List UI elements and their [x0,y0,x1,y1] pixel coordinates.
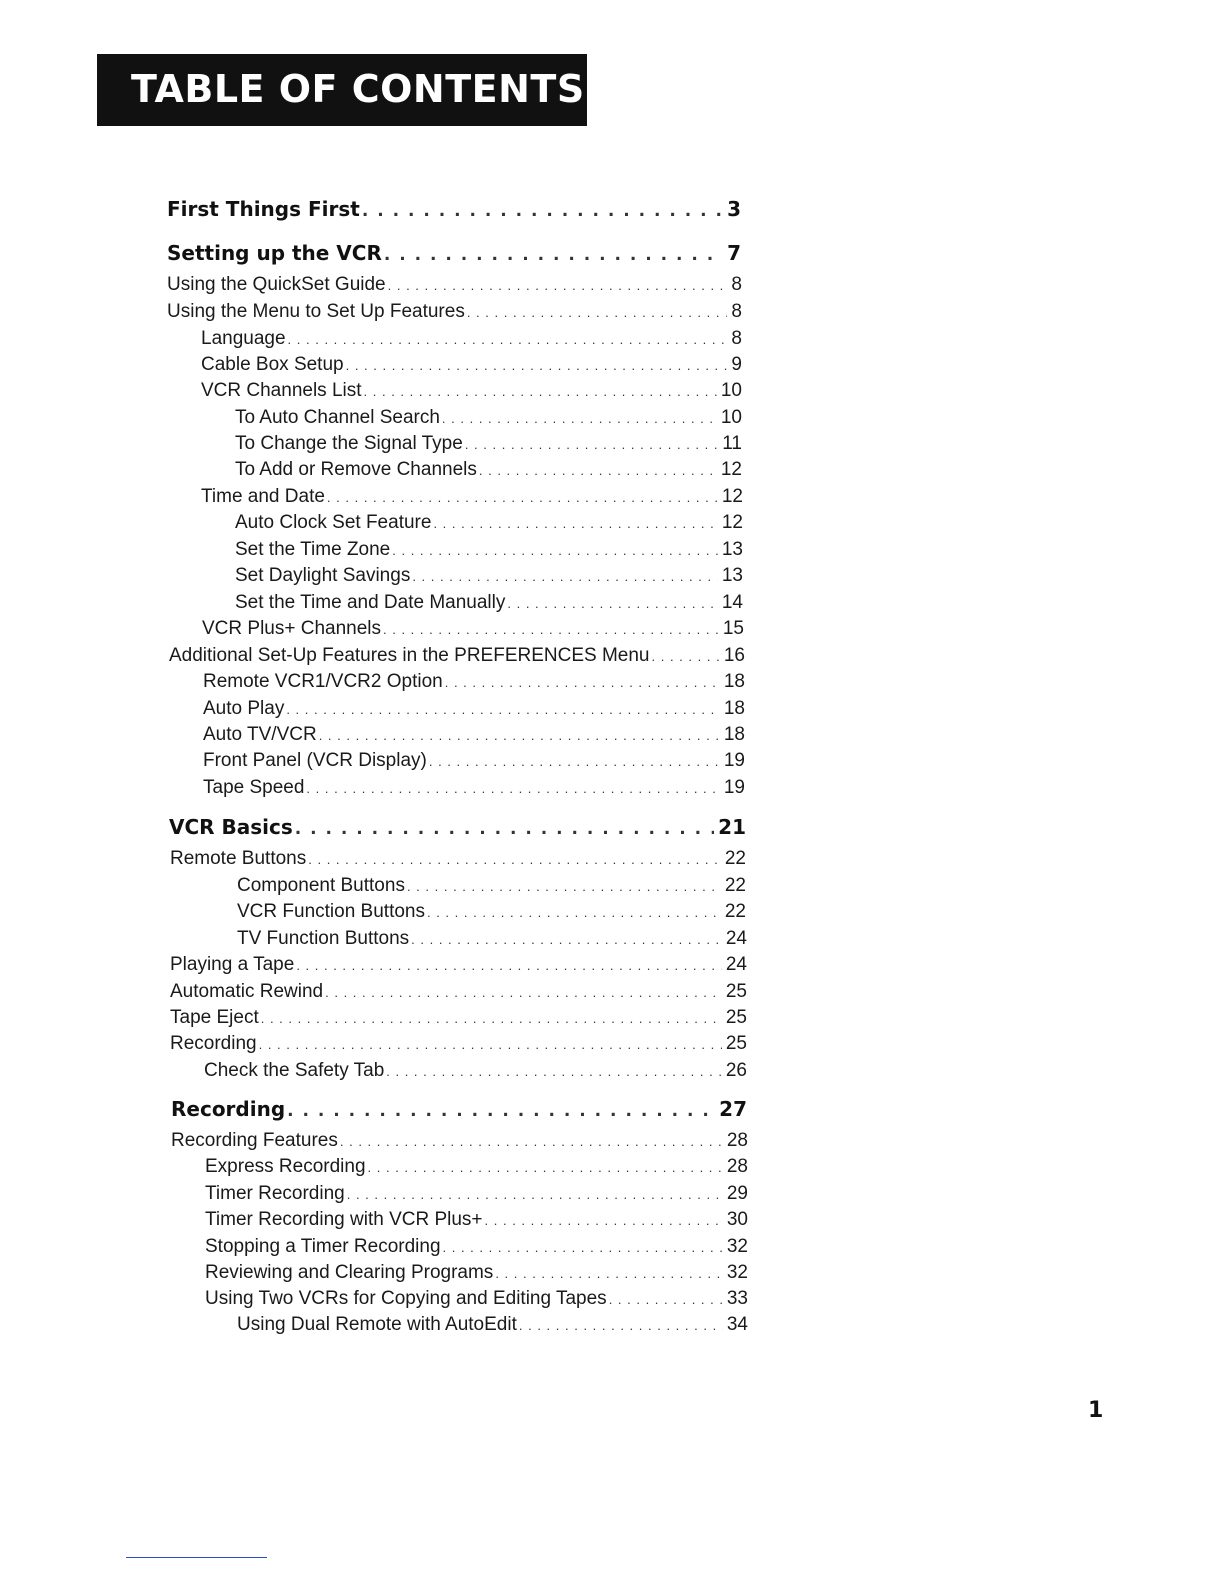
dot-leader [325,981,722,1005]
dot-leader [479,459,717,483]
toc-entry-page: 28 [726,1130,748,1151]
toc-entry-page: 34 [726,1314,748,1335]
toc-entry-page: 10 [720,407,742,428]
toc-entry [203,776,745,801]
toc-entry [205,1235,748,1260]
dot-leader [445,671,720,695]
toc-entry-title: Timer Recording [205,1183,345,1204]
toc-entry-page: 25 [725,981,747,1002]
toc-entry-title: Remote VCR1/VCR2 Option [203,671,443,692]
toc-entry-page: 32 [726,1262,748,1283]
toc-entry-title: TV Function Buttons [237,928,410,949]
toc-entry [203,723,745,748]
dot-leader [495,1262,723,1286]
toc-entry [235,458,742,483]
toc-entry-title: Express Recording [205,1156,366,1177]
toc-entry-page: 33 [726,1288,748,1309]
toc-entry-title: Tape Eject [170,1007,259,1028]
toc-entry [205,1287,748,1312]
dot-leader [383,618,719,642]
toc-entry-title: Cable Box Setup [201,354,344,375]
toc-entry-page: 28 [726,1156,748,1177]
toc-entry [235,432,742,457]
toc-entry-page: 15 [722,618,744,639]
toc-entry [203,749,745,774]
dot-leader [507,592,717,616]
dot-leader [362,198,723,224]
toc-entry-page: 18 [723,724,745,745]
toc-entry [235,511,743,536]
toc-entry-title: Auto TV/VCR [203,724,317,745]
toc-entry-title: Timer Recording with VCR Plus+ [205,1209,483,1230]
toc-entry [205,1208,748,1233]
toc-entry-title: VCR Basics [169,815,293,839]
dot-leader [465,433,718,457]
dot-leader [412,565,718,589]
toc-entry-title: Reviewing and Clearing Programs [205,1262,494,1283]
toc-entry-page: 22 [724,875,746,896]
toc-entry-page: 30 [726,1209,748,1230]
toc-entry-title: First Things First [167,197,360,221]
toc-entry [205,1155,748,1180]
toc-entry [170,847,746,872]
toc-entry-page: 12 [720,459,742,480]
toc-entry-title: Set the Time Zone [235,539,391,560]
toc-entry [235,538,743,563]
dot-leader [519,1314,723,1338]
dot-leader [261,1007,722,1031]
dot-leader [442,407,717,431]
toc-entry-title: Stopping a Timer Recording [205,1236,441,1257]
dot-leader [308,848,721,872]
toc-entry [170,980,747,1005]
dot-leader [485,1209,723,1233]
toc-entry-title: To Change the Signal Type [235,433,463,454]
dot-leader [288,328,728,352]
dot-leader [433,512,717,536]
toc-entry-page: 12 [721,512,743,533]
toc-entry [235,406,742,431]
toc-entry [237,874,746,899]
toc-entry [170,1032,747,1057]
toc-entry-page: 12 [721,486,743,507]
toc-section-heading [167,240,741,268]
toc-entry-page: 27 [719,1097,747,1121]
toc-entry [201,379,742,404]
toc-entry-title: To Auto Channel Search [235,407,440,428]
toc-entry-title: Set Daylight Savings [235,565,411,586]
toc-entry [167,273,742,298]
dot-leader [368,1156,723,1180]
dot-leader [286,698,720,722]
toc-entry-page: 16 [723,645,745,666]
toc-entry-page: 29 [726,1183,748,1204]
toc-entry-page: 3 [727,197,741,221]
dot-leader [287,1098,715,1124]
toc-entry [170,1006,747,1031]
toc-entry-title: Check the Safety Tab [204,1060,385,1081]
toc-entry-title: Remote Buttons [170,848,307,869]
toc-entry-page: 26 [725,1060,747,1081]
toc-entry-title: Time and Date [201,486,325,507]
toc-entry-page: 32 [726,1236,748,1257]
toc-entry [237,927,747,952]
toc-entry-page: 19 [723,750,745,771]
dot-leader [346,354,728,378]
toc-entry-title: VCR Plus+ Channels [202,618,382,639]
dot-leader [392,539,718,563]
toc-entry-title: To Add or Remove Channels [235,459,477,480]
dot-leader [429,750,720,774]
toc-section-heading [171,1096,747,1124]
toc-entry-title: Language [201,328,286,349]
toc-entry-title: Auto Clock Set Feature [235,512,432,533]
toc-entry [237,900,746,925]
toc-entry-page: 18 [723,698,745,719]
toc-entry-page: 8 [731,274,742,295]
toc-section-heading [169,814,746,842]
page-title: TABLE OF CONTENTS [131,67,585,111]
toc-entry-title: Recording [171,1097,286,1121]
toc-entry-title: Front Panel (VCR Display) [203,750,427,771]
toc-entry-page: 8 [731,328,742,349]
toc-entry-title: Set the Time and Date Manually [235,592,506,613]
toc-entry [201,485,743,510]
toc-entry-page: 11 [722,433,742,454]
dot-leader [296,954,722,978]
toc-entry [171,1129,748,1154]
toc-entry-page: 7 [727,241,741,265]
toc-entry-page: 22 [724,848,746,869]
toc-entry-title: VCR Channels List [201,380,362,401]
toc-entry-title: Auto Play [203,698,285,719]
toc-entry [205,1261,748,1286]
toc-entry [201,327,742,352]
dot-leader [364,380,717,404]
toc-entry-title: Tape Speed [203,777,305,798]
toc-entry-page: 14 [721,592,743,613]
toc-entry-title: Playing a Tape [170,954,295,975]
dot-leader [652,645,720,669]
toc-entry-title: Automatic Rewind [170,981,324,1002]
footer-rule [126,1557,267,1558]
dot-leader [295,816,714,842]
toc-entry [235,591,743,616]
toc-entry [170,953,747,978]
toc-entry-title: Setting up the VCR [167,241,382,265]
toc-entry-title: Recording Features [171,1130,338,1151]
toc-entry-page: 10 [720,380,742,401]
dot-leader [259,1033,722,1057]
toc-entry-title: Using Dual Remote with AutoEdit [237,1314,517,1335]
toc-entry [167,300,742,325]
toc-entry-page: 25 [725,1007,747,1028]
toc-entry-page: 8 [731,301,742,322]
page-number: 1 [1088,1398,1104,1423]
toc-entry-page: 18 [723,671,745,692]
toc-entry-title: Using the QuickSet Guide [167,274,386,295]
toc-entry [201,353,742,378]
toc-entry-page: 13 [721,539,743,560]
toc-section-heading [167,196,741,224]
toc-entry-title: Recording [170,1033,257,1054]
toc-entry-title: Component Buttons [237,875,405,896]
dot-leader [340,1130,723,1154]
toc-entry-title: VCR Function Buttons [237,901,425,922]
toc-entry-page: 24 [725,954,747,975]
dot-leader [467,301,728,325]
toc-entry [202,617,744,642]
toc-entry-title: Additional Set-Up Features in the PREFERENCES Menu [169,645,650,666]
toc-entry [204,1059,747,1084]
dot-leader [388,274,728,298]
dot-leader [386,1060,722,1084]
dot-leader [609,1288,723,1312]
toc-entry-page: 19 [723,777,745,798]
dot-leader [319,724,720,748]
toc-entry-page: 22 [724,901,746,922]
toc-entry-page: 9 [731,354,742,375]
dot-leader [327,486,718,510]
dot-leader [427,901,721,925]
toc-entry [203,670,745,695]
dot-leader [306,777,719,801]
dot-leader [347,1183,723,1207]
toc-entry [205,1182,748,1207]
toc-entry [237,1313,748,1338]
toc-entry [235,564,743,589]
toc-entry [169,644,745,669]
toc-entry-title: Using the Menu to Set Up Features [167,301,465,322]
toc-entry-title: Using Two VCRs for Copying and Editing Tapes [205,1288,607,1309]
toc-entry-page: 21 [718,815,746,839]
toc-entry [203,697,745,722]
toc-entry-page: 24 [725,928,747,949]
dot-leader [407,875,721,899]
toc-entry-page: 25 [725,1033,747,1054]
dot-leader [443,1236,723,1260]
dot-leader [384,242,723,268]
dot-leader [411,928,722,952]
toc-entry-page: 13 [721,565,743,586]
